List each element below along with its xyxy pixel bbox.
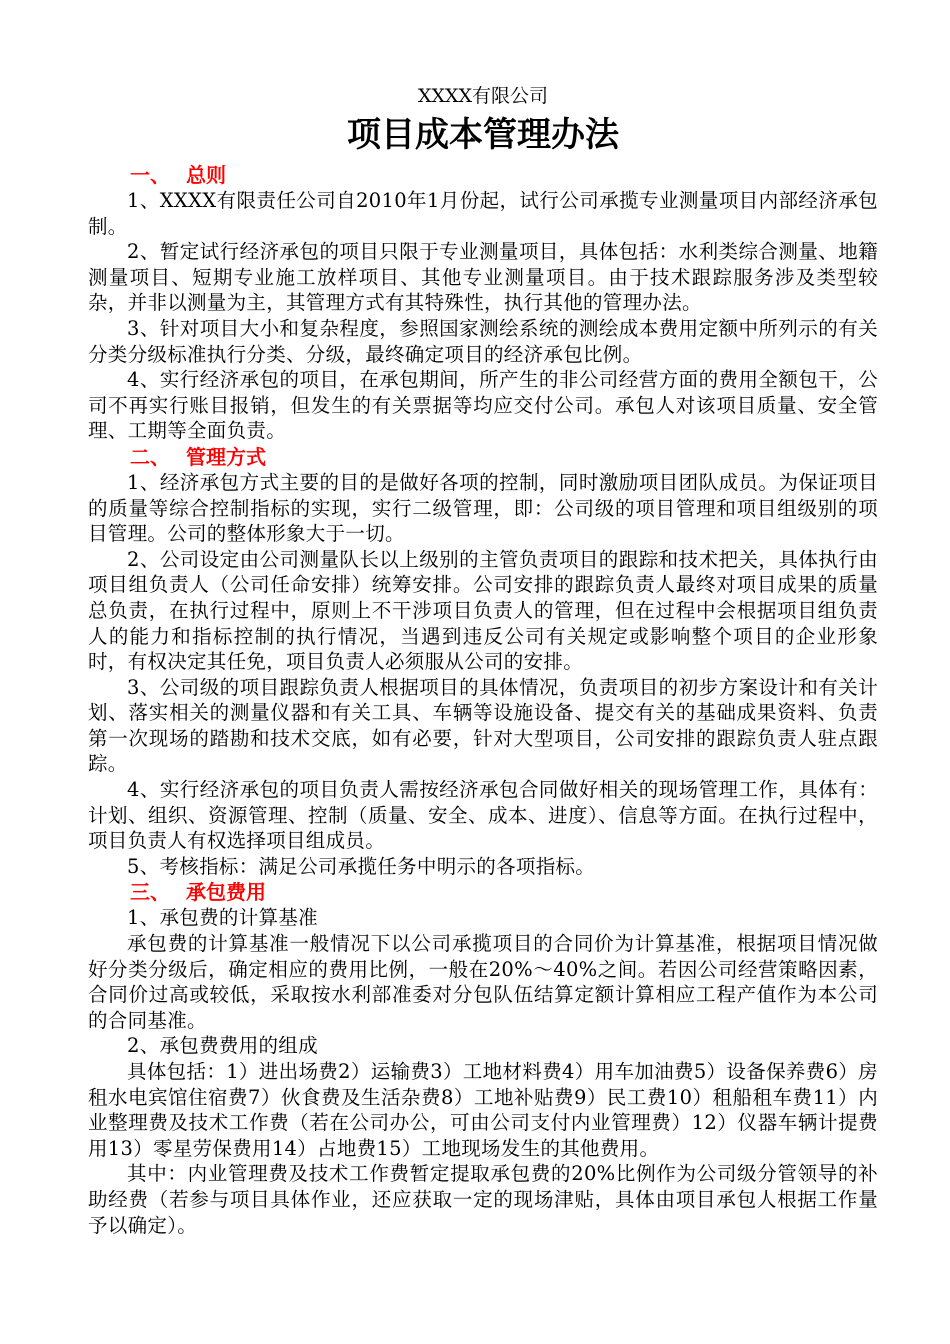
- paragraph: 具体包括：1）进出场费2）运输费3）工地材料费4）用车加油费5）设备保养费6）房租水电宾馆住宿费7）伙食费及生活杂费8）工地补贴费9）民工费10）租船租车费11）内业整理费及技术工作费（若在公司办公，可由公司支付内业管理费）12）仪器车辆计提费用13）零星劳保费用14）占地费15）工地现场发生的其他费用。: [88, 1060, 878, 1160]
- paragraph: 4、实行经济承包的项目负责人需按经济承包合同做好相关的现场管理工作，具体有：计划、组织、资源管理、控制（质量、安全、成本、进度）、信息等方面。在执行过程中，项目负责人有权选择项目组成员。: [88, 778, 878, 853]
- subheading: 2、承包费费用的组成: [127, 1034, 318, 1058]
- subheading: 1、承包费的计算基准: [127, 906, 318, 930]
- section-heading-general: [88, 162, 878, 188]
- section-number: 二、: [130, 444, 170, 469]
- section-heading-costs: [88, 879, 878, 905]
- document-page: [88, 82, 878, 1238]
- document-title: 项目成本管理办法: [347, 115, 619, 155]
- section-title: 管理方式: [186, 444, 266, 469]
- section-number: 一、: [130, 163, 170, 187]
- paragraph: 5、考核指标：满足公司承揽任务中明示的各项指标。: [127, 854, 596, 878]
- company-name: XXXX有限公司: [417, 85, 549, 107]
- paragraph: 2、暂定试行经济承包的项目只限于专业测量项目，具体包括：水利类综合测量、地籍测量项目、短期专业施工放样项目、其他专业测量项目。由于技术跟踪服务涉及类型较杂，并非以测量为主，其管理方式有其特殊性，执行其他的管理办法。: [88, 240, 878, 315]
- paragraph: 1、经济承包方式主要的目的是做好各项的控制，同时激励项目团队成员。为保证项目的质量等综合控制指标的实现，实行二级管理，即：公司级的项目管理和项目组级别的项目管理。公司的整体形象大于一切。: [88, 470, 878, 546]
- paragraph: 2、公司设定由公司测量队长以上级别的主管负责项目的跟踪和技术把关，具体执行由项目组负责人（公司任命安排）统筹安排。公司安排的跟踪负责人最终对项目成果的质量总负责，在执行过程中，原则上不干涉项目负责人的管理，但在过程中会根据项目组负责人的能力和指标控制的执行情况，当遇到违反公司有关规定或影响整个项目的企业形象时，有权决定其任免，项目负责人必须服从公司的安排。: [88, 547, 878, 674]
- paragraph: 其中：内业管理费及技术工作费暂定提取承包费的20%比例作为公司级分管领导的补助经费（若参与项目具体作业，还应获取一定的现场津贴，具体由项目承包人根据工作量予以确定）。: [88, 1162, 878, 1237]
- paragraph: 4、实行经济承包的项目，在承包期间，所产生的非公司经营方面的费用全额包干，公司不再实行账目报销，但发生的有关票据等均应交付公司。承包人对该项目质量、安全管理、工期等全面负责。: [88, 368, 878, 443]
- section-heading-management: [88, 444, 878, 470]
- paragraph: 3、公司级的项目跟踪负责人根据项目的具体情况，负责项目的初步方案设计和有关计划、落实相关的测量仪器和有关工具、车辆等设施设备、提交有关的基础成果资料、负责第一次现场的踏勘和技术交底，如有必要，针对大型项目，公司安排的跟踪负责人驻点跟踪。: [88, 675, 878, 776]
- section-title: 总则: [186, 163, 226, 187]
- paragraph: 3、针对项目大小和复杂程度，参照国家测绘系统的测绘成本费用定额中所列示的有关分类分级标准执行分类、分级，最终确定项目的经济承包比例。: [88, 316, 878, 366]
- paragraph: 承包费的计算基准一般情况下以公司承揽项目的合同价为计算基准，根据项目情况做好分类分级后，确定相应的费用比例，一般在20%～40%之间。若因公司经营策略因素，合同价过高或较低，采取按水利部准委对分包队伍结算定额计算相应工程产值作为本公司的合同基准。: [88, 932, 878, 1032]
- section-number: 三、: [130, 880, 170, 905]
- section-title: 承包费用: [186, 880, 266, 905]
- paragraph: 1、XXXX有限责任公司自2010年1月份起，试行公司承揽专业测量项目内部经济承包制。: [88, 189, 878, 238]
